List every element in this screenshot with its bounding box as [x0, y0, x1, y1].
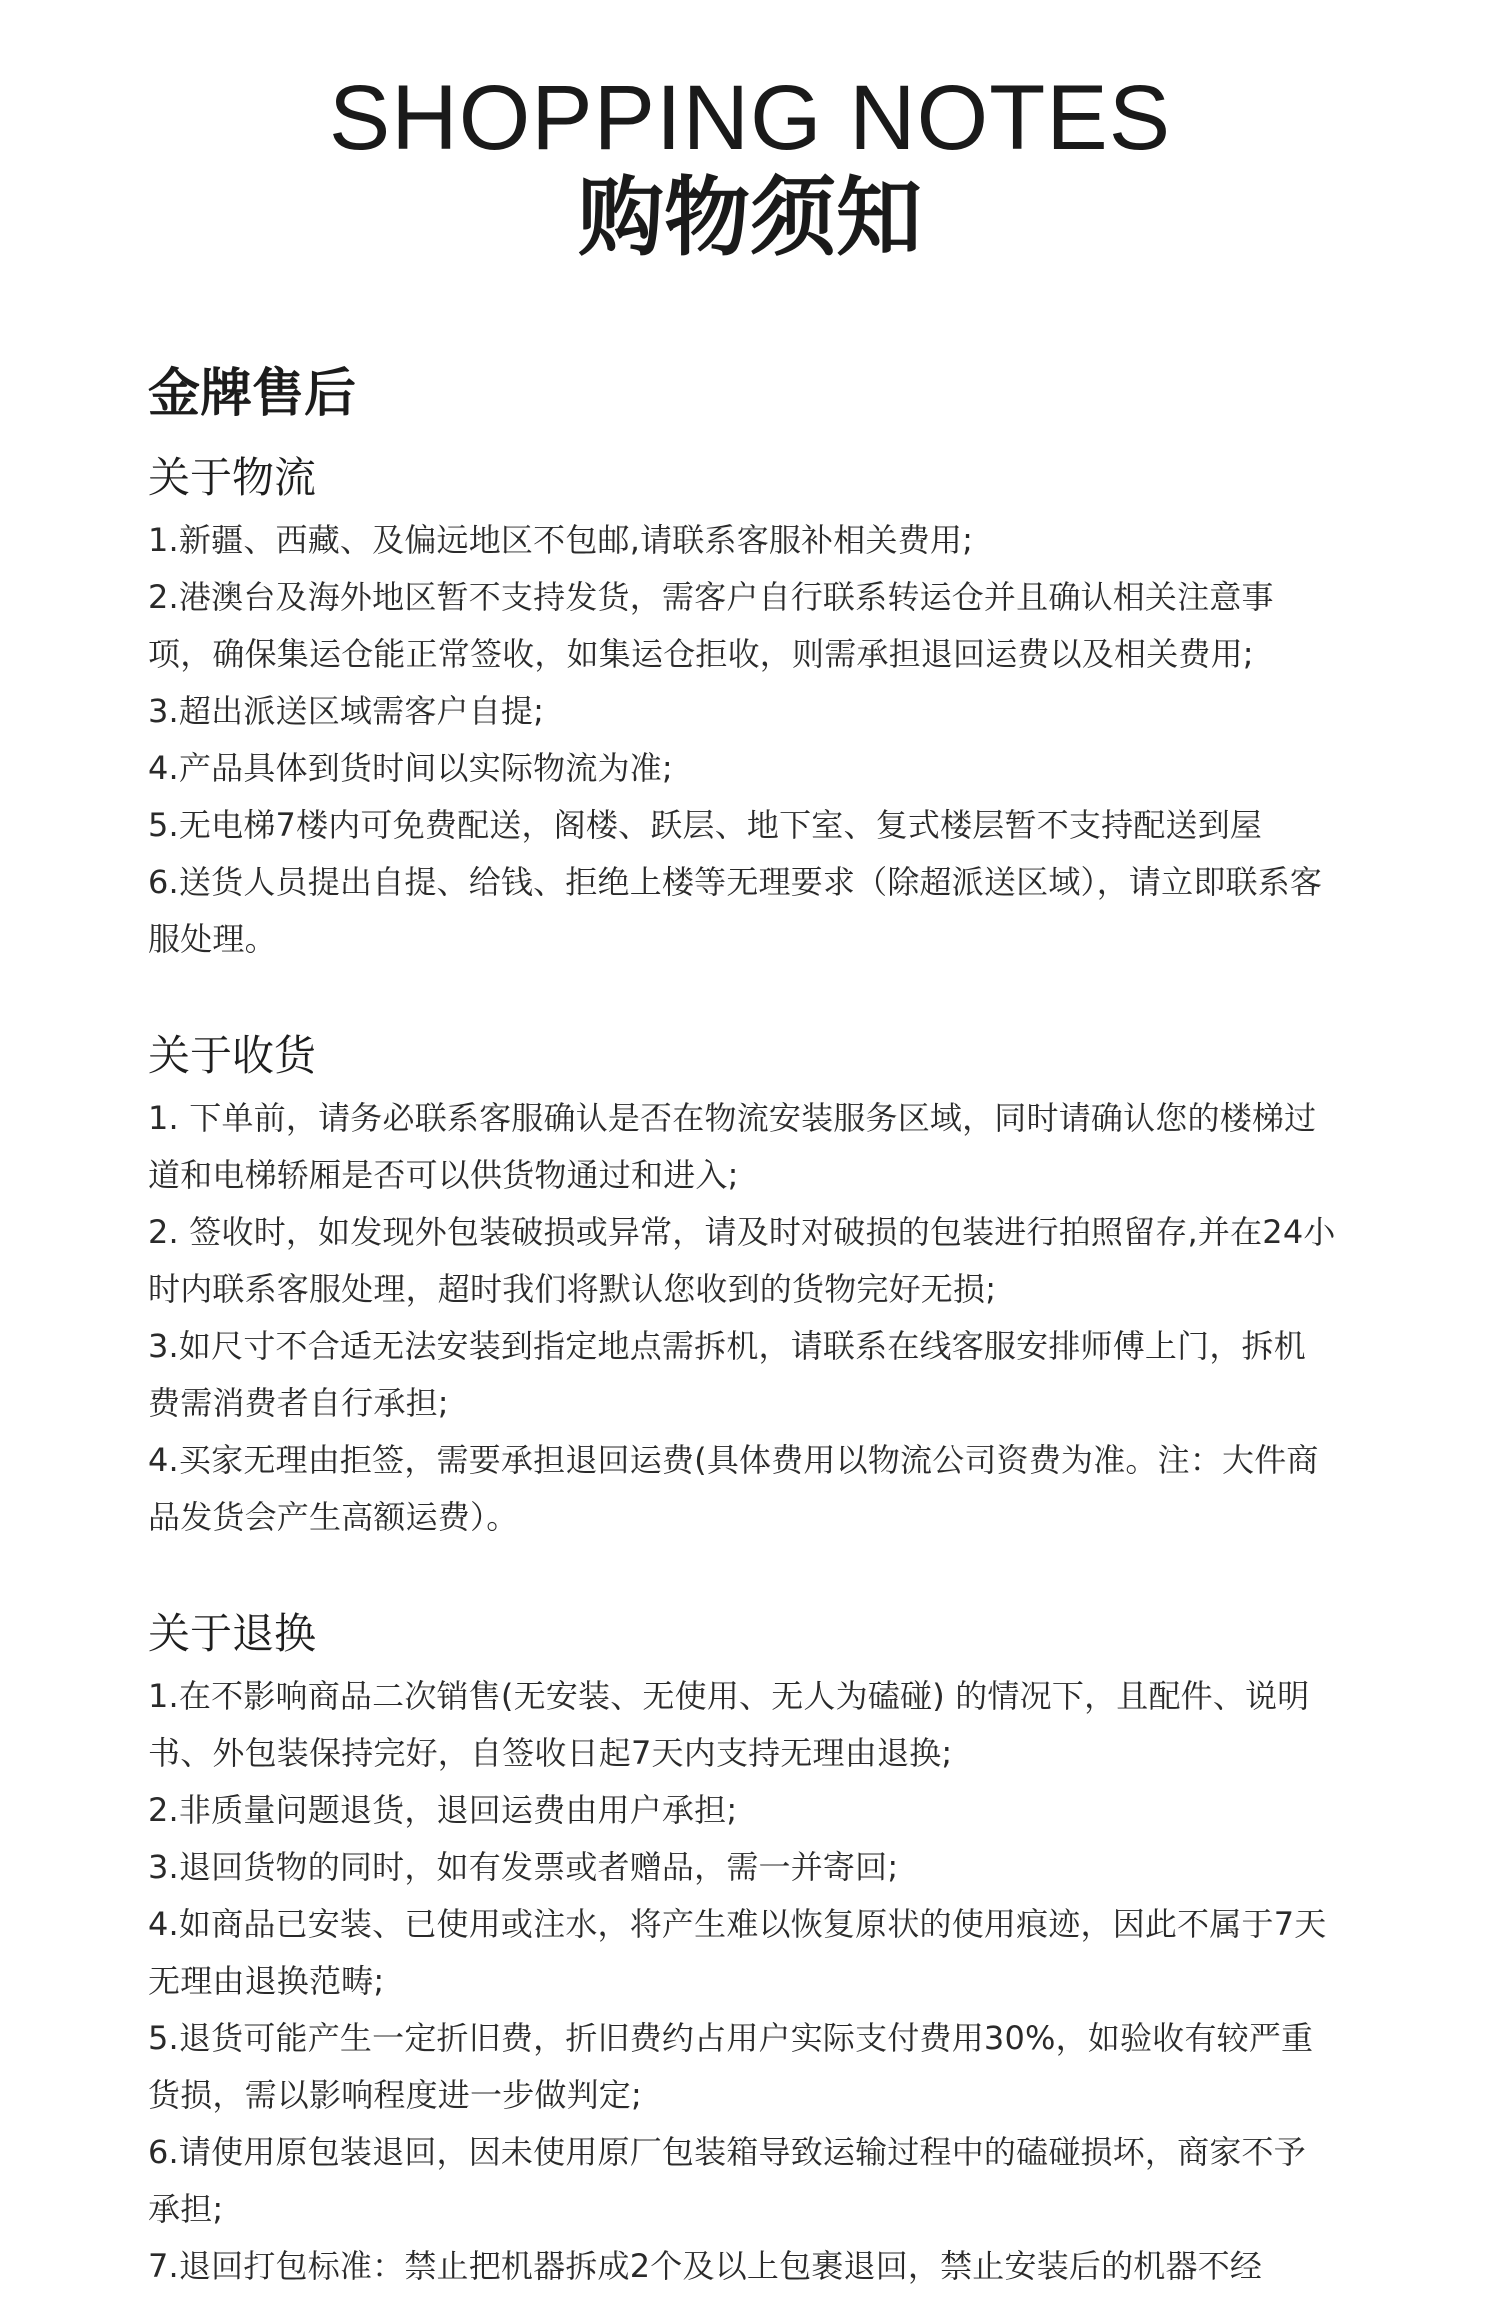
list-item: 3.超出派送区域需客户自提; [148, 692, 545, 730]
list-item: 4.如商品已安装、已使用或注水，将产生难以恢复原状的使用痕迹，因此不属于7天无理由退换范畴; [148, 1905, 1327, 2000]
section-title: 关于物流 [148, 453, 317, 502]
list-item: 2. 签收时，如发现外包装破损或异常，请及时对破损的包装进行拍照留存,并在24小时内联系客服处理，超时我们将默认您收到的货物完好无损; [148, 1213, 1336, 1308]
section-receiving [148, 1026, 1338, 1546]
list-item: 4.产品具体到货时间以实际物流为准; [148, 749, 673, 787]
list-item: 2.非质量问题退货，退回运费由用户承担; [148, 1791, 738, 1829]
main-heading: 金牌售后 [148, 364, 357, 424]
section-returns [148, 1604, 1338, 2295]
list-item: 3.退回货物的同时，如有发票或者赠品，需一并寄回; [148, 1848, 899, 1886]
list-item: 4.买家无理由拒签，需要承担退回运费(具体费用以物流公司资费为准。注：大件商品发货会产生高额运费）。 [148, 1441, 1319, 1536]
list-item: 3.如尺寸不合适无法安装到指定地点需拆机，请联系在线客服安排师傅上门，拆机费需消费者自行承担; [148, 1327, 1306, 1422]
list-item: 1.新疆、西藏、及偏远地区不包邮,请联系客服补相关费用; [148, 521, 974, 559]
section-title: 关于收货 [148, 1031, 317, 1080]
list-item: 1.在不影响商品二次销售(无安装、无使用、无人为磕碰) 的情况下，且配件、说明书、外包装保持完好，自签收日起7天内支持无理由退换; [148, 1677, 1310, 1772]
list-item: 1. 下单前，请务必联系客服确认是否在物流安装服务区域，同时请确认您的楼梯过道和电梯轿厢是否可以供货物通过和进入; [148, 1099, 1317, 1194]
list-item: 5.退货可能产生一定折旧费，折旧费约占用户实际支付费用30%，如验收有较严重货损，需以影响程度进一步做判定; [148, 2019, 1314, 2114]
list-item: 5.无电梯7楼内可免费配送，阁楼、跃层、地下室、复式楼层暂不支持配送到屋 [148, 806, 1263, 844]
page-title-en: SHOPPING NOTES [328, 67, 1172, 169]
list-item: 6.送货人员提出自提、给钱、拒绝上楼等无理要求（除超派送区域），请立即联系客服处理。 [148, 863, 1323, 958]
list-item: 6.请使用原包装退回，因未使用原厂包装箱导致运输过程中的磕碰损坏，商家不予承担; [148, 2133, 1306, 2228]
list-item: 7.退回打包标准：禁止把机器拆成2个及以上包裹退回，禁止安装后的机器不经 [148, 2247, 1263, 2285]
page-title-cn: 购物须知 [578, 168, 922, 268]
list-item: 2.港澳台及海外地区暂不支持发货，需客户自行联系转运仓并且确认相关注意事项，确保集运仓能正常签收，如集运仓拒收，则需承担退回运费以及相关费用; [148, 578, 1274, 673]
notes-content [148, 360, 1338, 2322]
section-title: 关于退换 [148, 1609, 317, 1658]
section-logistics [148, 448, 1338, 968]
